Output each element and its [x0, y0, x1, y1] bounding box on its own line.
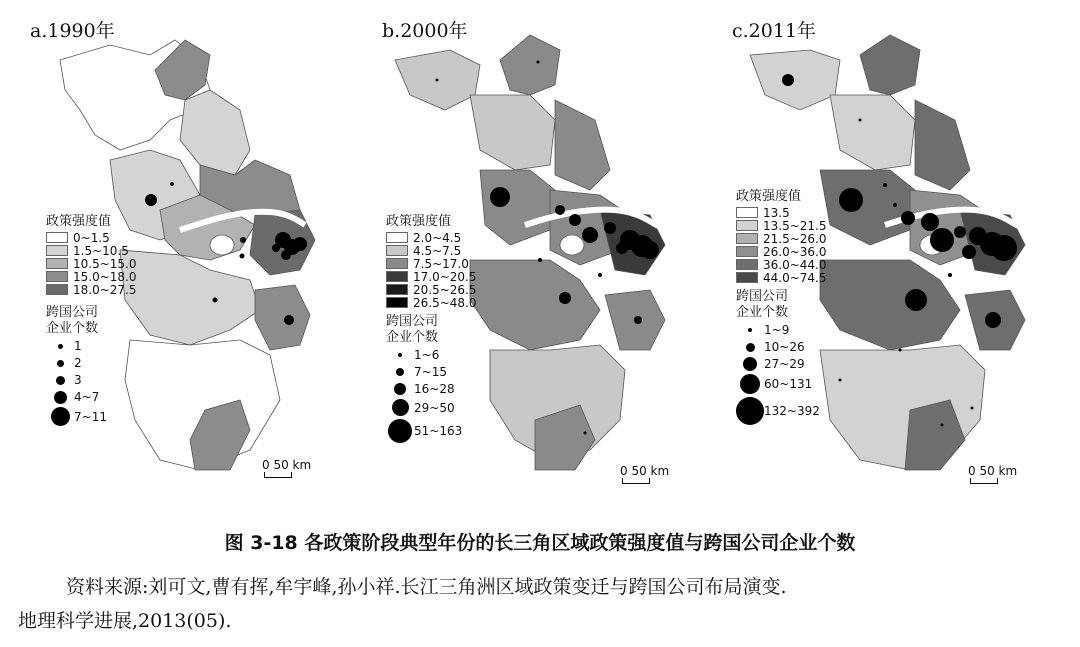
region-ningbo — [255, 285, 310, 350]
region-north-west — [750, 50, 840, 110]
firms-title: 跨国公司 — [46, 305, 99, 320]
scale-bar: 0 50 km — [262, 458, 311, 472]
firm-size-item: 51~163 — [386, 419, 477, 443]
firm-dot — [634, 316, 642, 324]
firm-dot — [240, 254, 245, 259]
firm-dot — [538, 258, 542, 262]
firm-dot — [145, 194, 157, 206]
firm-dot — [490, 187, 510, 207]
region-south-1 — [120, 250, 260, 345]
legend-class: 13.5 — [736, 206, 827, 219]
firm-size-item: 16~28 — [386, 382, 477, 396]
map-legend — [736, 190, 827, 425]
firm-size-item: 60~131 — [736, 374, 827, 394]
legend-class: 44.0~74.5 — [736, 271, 827, 284]
legend-class: 21.5~26.0 — [736, 232, 827, 245]
legend-class: 7.5~17.0 — [386, 257, 477, 270]
firm-dot — [555, 205, 565, 215]
source-line-2: 地理科学进展,2013(05). — [18, 610, 232, 632]
map-panel-2011 — [710, 0, 1070, 510]
source-line-1: 资料来源:刘可文,曹有挥,牟宇峰,孙小祥.长江三角洲区域政策变迁与跨国公司布局演变. — [66, 576, 787, 598]
firm-dot — [839, 188, 863, 212]
legend-class: 1.5~10.5 — [46, 244, 137, 257]
firm-size-item: 7~11 — [46, 407, 137, 426]
region-zhejiang-south — [820, 345, 985, 470]
firm-dot — [616, 242, 628, 254]
legend-title: 政策强度值 — [386, 214, 452, 229]
panel-title: b.2000年 — [382, 20, 468, 42]
map-panel-2000 — [350, 0, 710, 510]
firm-dot — [941, 424, 944, 427]
firm-dot — [569, 214, 581, 226]
firm-size-item: 1~6 — [386, 348, 477, 362]
firm-size-item: 3 — [46, 373, 137, 387]
firm-dot — [559, 292, 571, 304]
legend-title: 政策强度值 — [736, 189, 802, 204]
legend-class: 15.0~18.0 — [46, 270, 137, 283]
firms-title-2: 企业个数 — [46, 321, 99, 336]
region-yancheng — [555, 100, 610, 190]
firm-dot — [240, 237, 246, 243]
firm-dot — [839, 379, 842, 382]
lake-taihu — [560, 235, 584, 255]
firm-size-item: 1~9 — [736, 323, 827, 337]
firm-dot — [782, 74, 794, 86]
firm-dot — [641, 241, 659, 259]
firm-dot — [537, 61, 540, 64]
firm-size-item: 10~26 — [736, 340, 827, 354]
firm-size-item: 2 — [46, 356, 137, 370]
firms-title-2: 企业个数 — [386, 330, 439, 345]
region-west — [480, 170, 555, 245]
region-mid-north — [830, 95, 915, 170]
region-xuzhou — [500, 35, 560, 95]
legend-class: 10.5~15.0 — [46, 257, 137, 270]
firm-dot — [921, 213, 939, 231]
firms-title: 跨国公司 — [736, 289, 789, 304]
firm-dot — [604, 222, 616, 234]
legend-class: 18.0~27.5 — [46, 283, 137, 296]
legend-class: 13.5~21.5 — [736, 219, 827, 232]
region-west — [820, 170, 915, 245]
legend-class: 2.0~4.5 — [386, 231, 477, 244]
firm-dot — [584, 432, 587, 435]
legend-title: 政策强度值 — [46, 214, 112, 229]
scale-bar: 0 50 km — [620, 464, 669, 478]
firm-dot — [893, 203, 897, 207]
firm-dot — [883, 183, 887, 187]
firm-size-item: 27~29 — [736, 357, 827, 371]
figure-source — [18, 570, 1068, 638]
region-mid-north — [470, 95, 555, 170]
region-south-west — [470, 260, 600, 350]
firm-dot — [985, 312, 1001, 328]
firms-title-2: 企业个数 — [736, 305, 789, 320]
firm-dot — [930, 228, 954, 252]
lake-taihu — [210, 235, 234, 255]
figure-caption: 图 3-18 各政策阶段典型年份的长三角区域政策强度值与跨国公司企业个数 — [224, 532, 856, 554]
region-yancheng — [915, 100, 970, 190]
map-panel-1990 — [0, 0, 360, 510]
firm-dot — [436, 79, 439, 82]
firm-dot — [859, 119, 862, 122]
legend-class: 4.5~7.5 — [386, 244, 477, 257]
legend-class: 26.5~48.0 — [386, 296, 477, 309]
legend-class: 20.5~26.5 — [386, 283, 477, 296]
panel-title: a.1990年 — [30, 20, 115, 42]
firm-dot — [598, 273, 602, 277]
firm-dot — [170, 182, 174, 186]
scale-bar: 0 50 km — [968, 464, 1017, 478]
firm-size-item: 29~50 — [386, 399, 477, 416]
firm-dot — [582, 227, 598, 243]
firm-dot — [954, 226, 966, 238]
firm-dot — [971, 407, 974, 410]
panel-title: c.2011年 — [732, 20, 817, 42]
firm-size-item: 1 — [46, 339, 137, 353]
firm-size-item: 4~7 — [46, 390, 137, 404]
region-north-jiangsu — [180, 90, 250, 175]
firms-title: 跨国公司 — [386, 314, 439, 329]
region-xuzhou — [860, 35, 920, 95]
firm-dot — [905, 289, 927, 311]
firm-size-item: 132~392 — [736, 397, 827, 425]
firm-dot — [962, 245, 976, 259]
firm-dot — [213, 298, 218, 303]
firm-dot — [991, 235, 1017, 261]
map-legend — [386, 215, 477, 443]
region-south-west — [820, 260, 960, 350]
map-legend — [46, 215, 137, 426]
firm-dot — [948, 273, 952, 277]
legend-class: 26.0~36.0 — [736, 245, 827, 258]
firm-dot — [281, 250, 291, 260]
firm-dot — [272, 244, 280, 252]
legend-class: 0~1.5 — [46, 231, 137, 244]
firm-size-item: 7~15 — [386, 365, 477, 379]
firm-dot — [284, 315, 294, 325]
legend-class: 17.0~20.5 — [386, 270, 477, 283]
firm-dot — [899, 349, 902, 352]
legend-class: 36.0~44.0 — [736, 258, 827, 271]
firm-dot — [293, 237, 307, 251]
firm-dot — [901, 211, 915, 225]
